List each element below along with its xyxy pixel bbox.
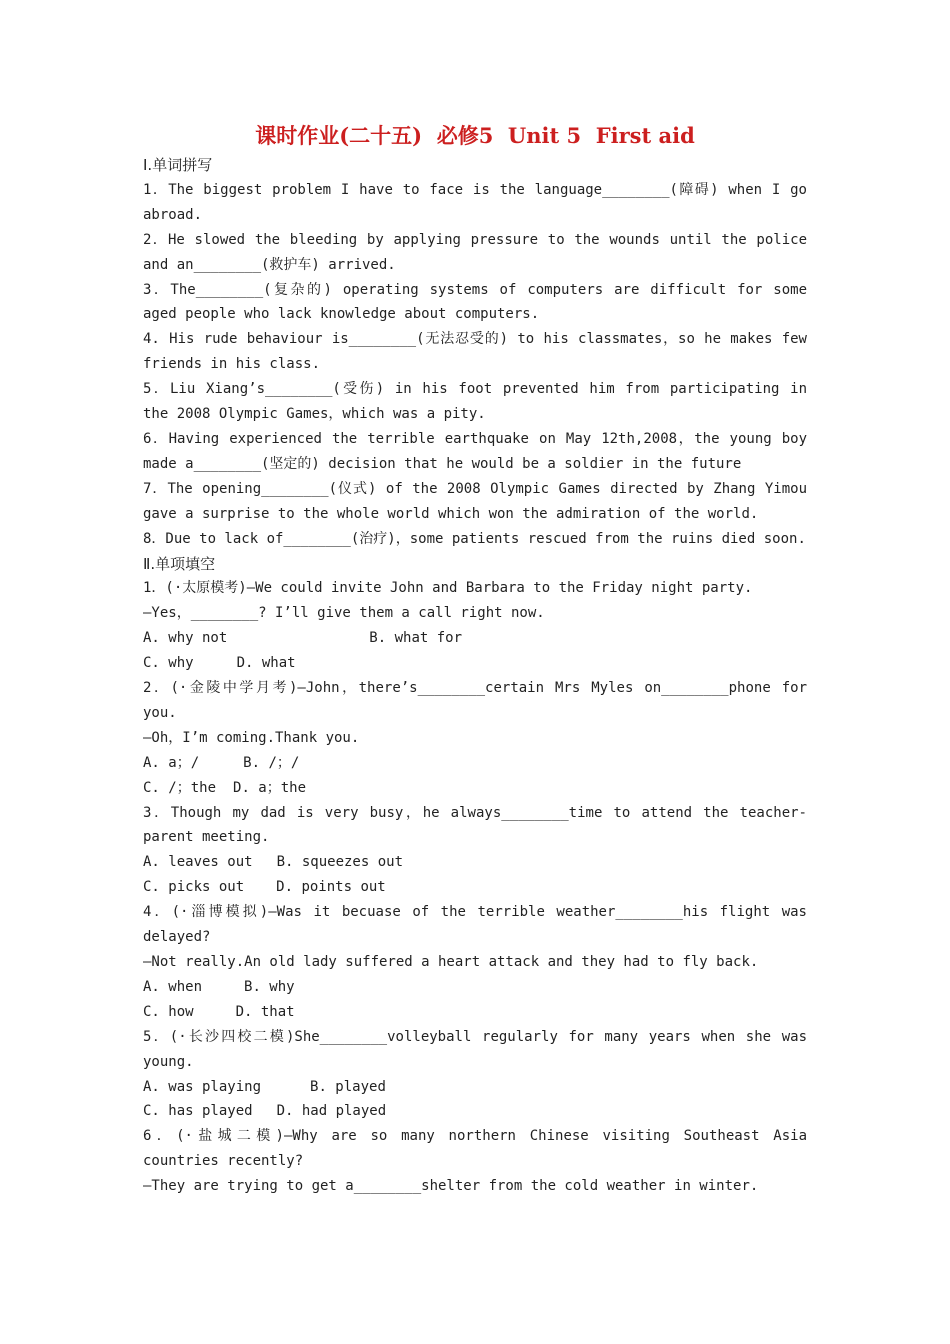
question-4-options-row-2 <box>143 1000 807 1025</box>
question-6-stem: 6．(·盐城二模)—Why are so many northern Chinese visiting Southeast Asia countries recently? <box>143 1128 807 1170</box>
spelling-item-1: 1．The biggest problem I have to face is the language________(障碍) when I go abroad. <box>143 181 807 223</box>
question-3-option-d: D. points out <box>276 879 386 896</box>
question-1-options-row-2 <box>143 651 807 676</box>
question-3-options-row-1 <box>143 850 807 875</box>
spelling-item-2: 2．He slowed the bleeding by applying pressure to the wounds until the police and an________(救护车) arrived. <box>143 231 807 273</box>
question-3-options-row-2 <box>143 875 807 900</box>
spelling-item-4: 4. His rude behaviour is________(无法忍受的) to his classmates，so he makes few friends in his class. <box>143 331 807 373</box>
question-4-option-a: A. when <box>143 978 203 995</box>
question-5-stem: 5．(·长沙四校二模)She________volleyball regularly for many years when she was young. <box>143 1028 807 1070</box>
spelling-item-6: 6．Having experienced the terrible earthquake on May 12th,2008，the young boy made a________(坚定的) decision that he would be a soldier in the future <box>143 430 807 472</box>
spelling-item-5: 5．Liu Xiang’s________(受伤) in his foot prevented him from participating in the 2008 Olympic Games，which was a pity. <box>143 381 807 423</box>
section-heading-spelling: Ⅰ.单词拼写 <box>143 156 213 174</box>
question-4-option-d: D. that <box>235 1003 295 1020</box>
question-5-options-row-2 <box>143 1099 807 1124</box>
page-title: 课时作业(二十五) 必修5 Unit 5 First aid <box>255 123 695 148</box>
question-1-option-a: A. why not <box>143 630 228 647</box>
question-1-options-row-1 <box>143 626 807 651</box>
question-1-stem: 1．(·太原模考)—We could invite John and Barbara to the Friday night party. <box>143 580 753 597</box>
spelling-item-7: 7．The opening________(仪式) of the 2008 Olympic Games directed by Zhang Yimou gave a surprise to the whole world which won the admiration of the world. <box>143 480 807 522</box>
question-2-response: —Oh，I’m coming.Thank you. <box>143 729 360 746</box>
question-4-option-b: B. why <box>244 978 295 995</box>
question-5-option-a: A. was playing <box>143 1078 262 1095</box>
question-4-stem: 4．(·淄博模拟)—Was it becuase of the terrible weather________his flight was delayed? <box>143 904 807 946</box>
question-1-option-c: C. why <box>143 655 194 672</box>
question-4-options-row-1 <box>143 975 807 1000</box>
question-3-option-c: C. picks out <box>143 879 245 896</box>
question-5-option-b: B. played <box>310 1078 386 1095</box>
question-4-response: —Not really.An old lady suffered a heart attack and they had to fly back. <box>143 954 759 970</box>
question-6-response: —They are trying to get a________shelter from the cold weather in winter. <box>143 1178 759 1195</box>
question-2-option-a: A. a；/ <box>143 754 200 771</box>
question-1-response: —Yes，________? I’ll give them a call right now. <box>143 605 545 622</box>
section-heading-multiple-choice: Ⅱ.单项填空 <box>143 554 216 573</box>
question-5-options-row-1 <box>143 1075 807 1100</box>
question-2-options-row-2 <box>143 776 807 801</box>
question-2-option-c: C. /；the <box>143 779 217 796</box>
question-2-options-row-1 <box>143 751 807 776</box>
question-5-option-c: C. has played <box>143 1103 253 1120</box>
spelling-item-8: 8．Due to lack of________(治疗)，some patients rescued from the ruins died soon. <box>143 530 806 547</box>
question-3-option-b: B. squeezes out <box>276 854 404 871</box>
worksheet-page <box>143 118 807 1199</box>
question-1-option-d: D. what <box>236 655 296 672</box>
question-3-stem: 3．Though my dad is very busy，he always________time to attend the teacher-parent meeting. <box>143 804 807 846</box>
question-1-option-b: B. what for <box>369 630 463 647</box>
question-4-option-c: C. how <box>143 1003 194 1020</box>
spelling-item-3: 3．The________(复杂的) operating systems of computers are difficult for some aged people who lack knowledge about computers. <box>143 281 807 323</box>
question-2-stem: 2．(·金陵中学月考)—John，there’s________certain Mrs Myles on________phone for you. <box>143 680 807 721</box>
question-2-option-d: D. a；the <box>233 779 307 796</box>
question-2-option-b: B. /；/ <box>243 754 300 771</box>
question-3-option-a: A. leaves out <box>143 854 253 871</box>
question-5-option-d: D. had played <box>276 1103 387 1120</box>
